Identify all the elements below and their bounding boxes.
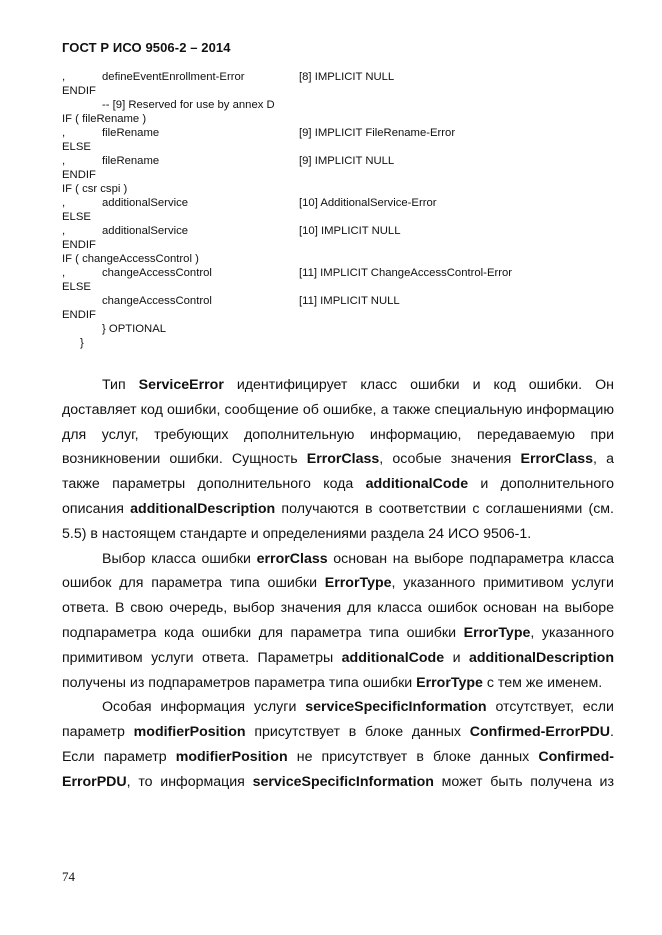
term-bold: serviceSpecificInformation — [305, 699, 487, 716]
code-token: } — [80, 337, 84, 349]
code-token: , — [62, 197, 66, 209]
code-token: , — [62, 267, 66, 279]
code-token: [11] IMPLICIT ChangeAccessControl-Error — [299, 267, 513, 279]
text-run: идентифицирует класс ошибки и код ошибки. Он доставляет код ошибки, сообщение об ошибке, а также специальную информацию для услуг, требующих дополнительную информацию, передаваемую при возникновении ошибки. Сущность — [62, 377, 614, 468]
code-token: ELSE — [62, 141, 91, 153]
code-token: changeAccessControl — [102, 267, 212, 279]
term-bold: ErrorClass — [520, 451, 594, 468]
body-text — [62, 373, 614, 795]
text-run: может быть получена из — [433, 773, 614, 790]
code-token: ENDIF — [62, 309, 96, 321]
code-token: IF ( fileRename ) — [62, 113, 147, 125]
code-token: [9] IMPLICIT NULL — [299, 155, 395, 167]
term-bold: Confirmed-ErrorPDU — [469, 724, 611, 741]
code-line — [62, 140, 622, 154]
term-bold: ErrorClass — [306, 451, 380, 468]
code-token: ELSE — [62, 281, 91, 293]
paragraph-service-specific-information — [62, 695, 614, 794]
text-run: получаются в соответствии с соглашениями (см. 5.5) в настоящем стандарте и определениями раздела 24 ИСО 9506-1. — [62, 500, 614, 542]
text-run: Выбор класса ошибки — [102, 550, 257, 567]
term-bold: ErrorType — [416, 674, 483, 691]
text-run: , а также параметры дополнительного кода — [62, 451, 614, 493]
document-header: ГОСТ Р ИСО 9506-2 – 2014 — [62, 40, 231, 55]
term-bold: errorClass — [256, 550, 328, 567]
code-token: ENDIF — [62, 85, 96, 97]
code-line — [62, 196, 622, 210]
term-bold: additionalDescription — [468, 649, 615, 666]
code-token: [10] AdditionalService-Error — [299, 197, 437, 209]
code-line — [62, 98, 622, 112]
code-token: IF ( changeAccessControl ) — [62, 253, 199, 265]
code-token: additionalService — [102, 225, 189, 237]
term-bold: serviceSpecificInformation — [252, 773, 434, 790]
code-token: } OPTIONAL — [102, 323, 167, 335]
text-run: . Если параметр — [62, 724, 614, 765]
code-token: [8] IMPLICIT NULL — [299, 71, 395, 83]
page-number: 74 — [62, 869, 75, 884]
code-token: [10] IMPLICIT NULL — [299, 225, 401, 237]
code-line — [62, 84, 622, 98]
code-token: , — [62, 225, 66, 237]
text-run: с тем же именем. — [482, 674, 603, 691]
code-token: changeAccessControl — [102, 295, 212, 307]
code-line — [62, 224, 622, 238]
code-token: fileRename — [102, 127, 160, 139]
code-line — [62, 168, 622, 182]
code-token: fileRename — [102, 155, 160, 167]
code-line — [62, 280, 622, 294]
code-line — [62, 154, 622, 168]
code-line — [62, 322, 622, 336]
term-bold: modifierPosition — [133, 724, 246, 741]
code-token: [9] IMPLICIT FileRename-Error — [299, 127, 456, 139]
code-line — [62, 266, 622, 280]
code-token: ENDIF — [62, 239, 96, 251]
code-line — [62, 308, 622, 322]
code-token: IF ( csr cspi ) — [62, 183, 128, 195]
term-bold: additionalCode — [365, 476, 469, 493]
text-run: основан на выборе подпараметра класса ошибок для параметра типа ошибки — [62, 550, 614, 592]
code-line — [62, 70, 622, 84]
code-token: , — [62, 71, 66, 83]
code-line — [62, 126, 622, 140]
text-run: , указанного примитивом услуги ответа. В свою очередь, выбор значения для класса ошибок основан на выборе подпараметра кода ошибки для параметра типа ошибки — [62, 575, 614, 641]
code-line — [62, 112, 622, 126]
code-token: ENDIF — [62, 169, 96, 181]
paragraph-service-error — [62, 373, 614, 547]
code-token: defineEventEnrollment-Error — [102, 71, 245, 83]
code-token: , — [62, 155, 66, 167]
code-line — [62, 336, 622, 350]
text-run: Тип — [102, 377, 139, 393]
text-run: получены из подпараметров параметра типа ошибки — [62, 674, 417, 691]
term-bold: additionalDescription — [130, 500, 276, 517]
term-bold: ErrorType — [324, 575, 392, 592]
code-line — [62, 238, 622, 252]
code-token: ELSE — [62, 211, 91, 223]
asn1-code-block — [62, 70, 622, 350]
term-bold: ServiceError — [138, 377, 224, 393]
code-line — [62, 182, 622, 196]
code-line — [62, 294, 622, 308]
text-run: Особая информация услуги — [102, 699, 306, 716]
text-run: и дополнительного описания — [62, 476, 614, 517]
text-run: и — [444, 649, 469, 666]
code-line — [62, 210, 622, 224]
term-bold: additionalCode — [341, 649, 445, 666]
term-bold: modifierPosition — [175, 748, 288, 765]
code-token: [11] IMPLICIT NULL — [299, 295, 400, 307]
term-bold: Confirmed-ErrorPDU — [62, 748, 614, 790]
text-run: , особые значения — [379, 451, 521, 468]
code-token: additionalService — [102, 197, 189, 209]
code-token: -- [9] Reserved for use by annex D — [102, 99, 275, 111]
text-run: , то информация — [126, 773, 253, 790]
code-line — [62, 252, 622, 266]
text-run: присутствует в блоке данных — [245, 724, 470, 741]
paragraph-error-class — [62, 547, 614, 696]
text-run: отсутствует, если параметр — [62, 699, 614, 741]
term-bold: ErrorType — [463, 624, 531, 641]
text-run: , указанного примитивом услуги ответа. Параметры — [62, 624, 614, 666]
code-token: , — [62, 127, 66, 139]
text-run: не присутствует в блоке данных — [287, 748, 539, 765]
